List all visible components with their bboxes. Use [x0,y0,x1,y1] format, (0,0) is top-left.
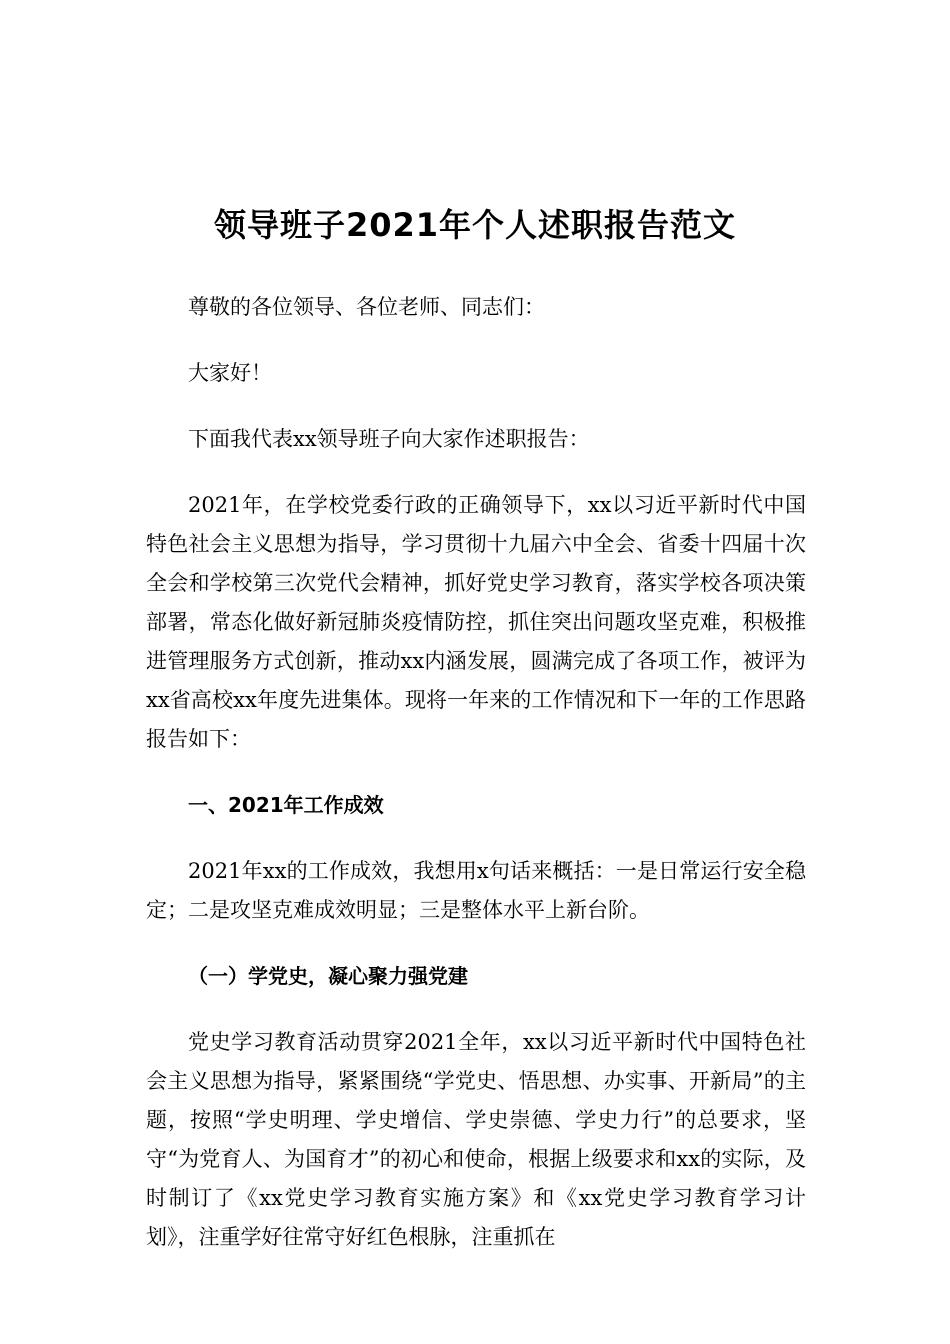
section-heading: 一、2021年工作成效 [188,793,384,817]
party-history-paragraph: 党史学习教育活动贯穿2021全年，xx以习近平新时代中国特色社会主义思想为指导，紧紧围绕“学党史、悟思想、办实事、开新局”的主题，按照“学史明理、学史增信、学史崇德、学史力行”的总要求，坚守“为党育人、为国育才”的初心和使命，根据上级要求和xx的实际，及时制订了《xx党史学习教育实施方案》和《xx党史学习教育学习计划》，注重学好往常守好红色根脉，注重抓在 [146,1030,806,1249]
subsection-heading: （一）学党史，凝心聚力强党建 [188,964,468,988]
intro-line: 下面我代表xx领导班子向大家作述职报告： [188,427,590,451]
greeting: 大家好！ [188,361,272,385]
salutation: 尊敬的各位领导、各位老师、同志们： [188,295,545,319]
document-title: 领导班子2021年个人述职报告范文 [213,206,737,244]
overview-paragraph: 2021年，在学校党委行政的正确领导下，xx以习近平新时代中国特色社会主义思想为指导，学习贯彻十九届六中全会、省委十四届十次全会和学校第三次党代会精神，抓好党史学习教育，落实学校各项决策部署，常态化做好新冠肺炎疫情防控，抓住突出问题攻坚克难，积极推进管理服务方式创新，推动xx内涵发展，圆满完成了各项工作，被评为xx省高校xx年度先进集体。现将一年来的工作情况和下一年的工作思路报告如下： [146,493,806,751]
document-body [146,288,806,1284]
achievements-summary: 2021年xx的工作成效，我想用x句话来概括：一是日常运行安全稳定；二是攻坚克难成效明显；三是整体水平上新台阶。 [146,859,806,922]
